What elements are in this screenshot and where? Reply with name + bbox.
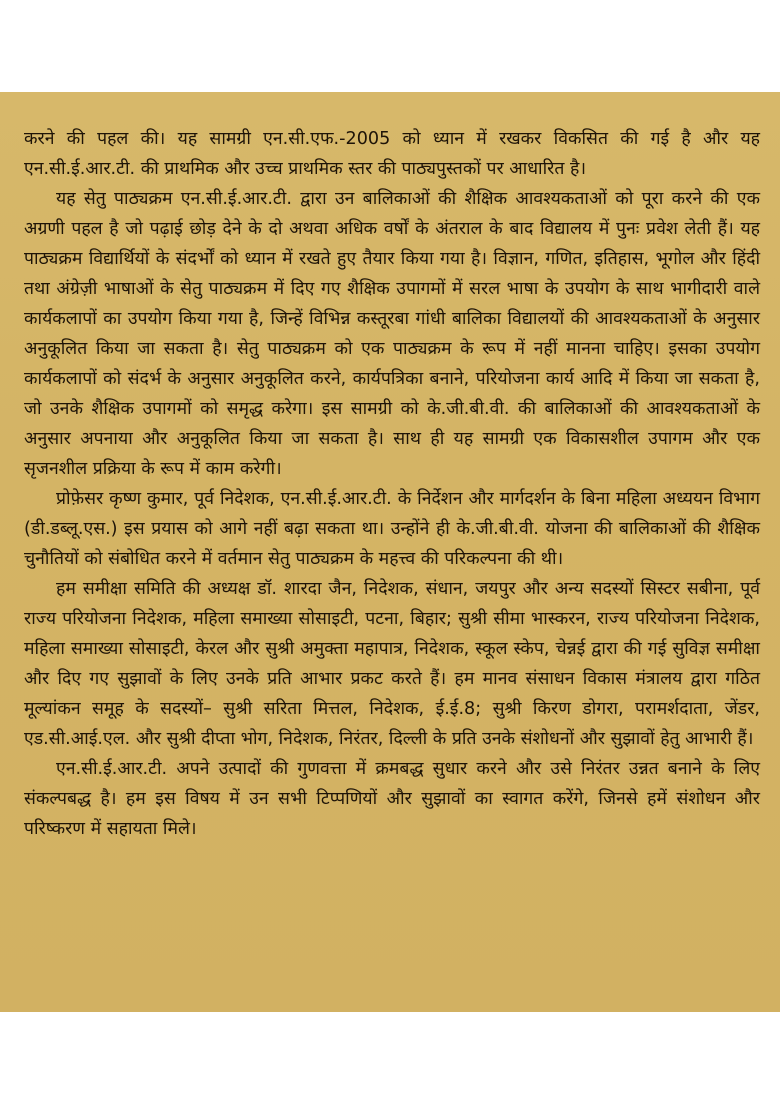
paragraph-acknowledgement-review-committee: हम समीक्षा समिति की अध्यक्ष डॉ. शारदा जैन, निदेशक, संधान, जयपुर और अन्य सदस्यों सिस्टर सबीना, पूर्व राज्य परियोजना निदेशक, महिला समाख्या सोसाइटी, पटना, बिहार; सुश्री सीमा भास्करन, राज्य परियोजना निदेशक, महिला समाख्या सोसाइटी, केरल और सुश्री अमुक्ता महापात्र, निदेशक, स्कूल स्केप, चेन्नई द्वारा की गई सुविज्ञ समीक्षा और दिए गए सुझावों के लिए उनके प्रति आभार प्रकट करते हैं। हम मानव संसाधन विकास मंत्रालय द्वारा गठित मूल्यांकन समूह के सदस्यों– सुश्री सरिता मित्तल, निदेशक, ई.ई.8; सुश्री किरण डोगरा, परामर्शदाता, जेंडर, एड.सी.आई.एल. और सुश्री दीप्ता भोग, निदेशक, निरंतर, दिल्ली के प्रति उनके संशोधनों और सुझावों हेतु आभारी हैं। — [24, 579, 760, 749]
paragraph-bridge-course: यह सेतु पाठ्यक्रम एन.सी.ई.आर.टी. द्वारा उन बालिकाओं की शैक्षिक आवश्यकताओं को पूरा करने की एक अग्रणी पहल है जो पढ़ाई छोड़ देने के दो अथवा अधिक वर्षों के अंतराल के बाद विद्यालय में पुनः प्रवेश लेती हैं। यह पाठ्यक्रम विद्यार्थियों के संदर्भों को ध्यान में रखते हुए तैयार किया गया है। विज्ञान, गणित, इतिहास, भूगोल और हिंदी तथा अंग्रेज़ी भाषाओं के सेतु पाठ्यक्रम में दिए गए शैक्षिक उपागमों में सरल भाषा के उपयोग के साथ भागीदारी वाले कार्यकलापों का उपयोग किया गया है, जिन्हें विभिन्न कस्तूरबा गांधी बालिका विद्यालयों की आवश्यकताओं के अनुसार अनुकूलित किया जा सकता है। सेतु पाठ्यक्रम को एक पाठ्यक्रम के रूप में नहीं मानना चाहिए। इसका उपयोग कार्यकलापों को संदर्भ के अनुसार अनुकूलित करने, कार्यपत्रिका बनाने, परियोजना कार्य आदि में किया जा सकता है, जो उनके शैक्षिक उपागमों को समृद्ध करेगा। इस सामग्री को के.जी.बी.वी. की बालिकाओं की आवश्यकताओं के अनुसार अपनाया और अनुकूलित किया जा सकता है। साथ ही यह सामग्री एक विकासशील उपागम और एक सृजनशील प्रक्रिया के रूप में काम करेगी। — [24, 189, 760, 479]
scanned-page — [0, 92, 780, 1012]
paragraph-feedback: एन.सी.ई.आर.टी. अपने उत्पादों की गुणवत्ता में क्रमबद्ध सुधार करने और उसे निरंतर उन्नत बनाने के लिए संकल्पबद्ध है। हम इस विषय में उन सभी टिप्पणियों और सुझावों का स्वागत करेंगे, जिनसे हमें संशोधन और परिष्करण में सहायता मिले। — [24, 759, 760, 839]
paragraph-continuation: करने की पहल की। यह सामग्री एन.सी.एफ.-2005 को ध्यान में रखकर विकसित की गई है और यह एन.सी.ई.आर.टी. की प्राथमिक और उच्च प्राथमिक स्तर की पाठ्यपुस्तकों पर आधारित है। — [24, 129, 760, 179]
paragraph-acknowledgement-director: प्रोफ़ेसर कृष्ण कुमार, पूर्व निदेशक, एन.सी.ई.आर.टी. के निर्देशन और मार्गदर्शन के बिना महिला अध्ययन विभाग (डी.डब्लू.एस.) इस प्रयास को आगे नहीं बढ़ा सकता था। उन्होंने ही के.जी.बी.वी. योजना की बालिकाओं की शैक्षिक चुनौतियों को संबोधित करने में वर्तमान सेतु पाठ्यक्रम के महत्त्व की परिकल्पना की थी। — [24, 489, 760, 569]
